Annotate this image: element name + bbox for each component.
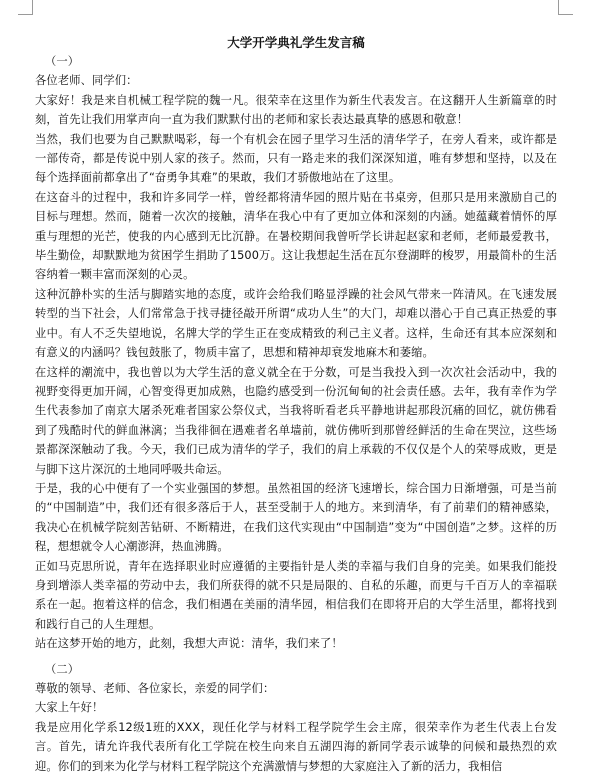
paragraph: 我是应用化学系12级1班的XXX，现任化学与材料工程学院学生会主席，很荣幸作为老生代表上台发言。首先，请允许我代表所有化工学院在校生向来自五湖四海的新同学表示诚挚的问候和最热烈的欢迎。你们的到来为化学与材料工程学院这个充满激情与梦想的大家庭注入了新的活力，我相信 (35, 720, 557, 773)
paragraph: 于是，我的心中便有了一个实业强国的梦想。虽然祖国的经济飞速增长，综合国力日渐增强，可是当前的“中国制造”中，我们还有很多落后于人，甚至受制于人的地方。来到清华，有了前辈们的精神感染，我决心在机械学院刻苦钻研、不断精进，在我们这代实现由“中国制造”变为“中国创造”之梦。这样的历程，想想就令人心潮澎湃，热血沸腾。 (35, 481, 557, 554)
crop-mark-top-left (18, 0, 33, 15)
paragraph: 在这奋斗的过程中，我和许多同学一样，曾经都将清华园的照片贴在书桌旁，但那只是用来激励自己的目标与理想。然而，随着一次次的接触，清华在我心中有了更加立体和深刻的内涵。她蕴藏着情怀的厚重与理想的光芒，使我的内心感到无比沉静。在暑校期间我曾听学长讲起赵家和老师，老师最爱教书，毕生勤俭，却默默地为贫困学生捐助了1500万。这让我想起生活在瓦尔登湖畔的梭罗，用最简朴的生活容纳着一颗丰富而深刻的心灵。 (35, 190, 557, 282)
paragraph: 站在这梦开始的地方，此刻，我想大声说：清华，我们来了！ (35, 637, 343, 651)
crop-mark-top-right (558, 0, 573, 15)
section-heading: （二） (45, 662, 80, 676)
document-body (35, 52, 557, 776)
paragraph: 这种沉静朴实的生活与脚踏实地的态度，或许会给我们略显浮躁的社会风气带来一阵清风。在飞速发展转型的当下社会，人们常常急于找寻捷径敲开所谓“成功人生”的大门，却难以潜心于自己真正热爱的事业中。有人不乏失望地说，名牌大学的学生正在变成精致的利己主义者。这样，生命还有其本应深刻和有意义的内涵吗？钱包鼓胀了，物质丰富了，思想和精神却衰发地麻木和萎缩。 (35, 287, 557, 360)
section-heading: （一） (45, 55, 80, 68)
paragraph: 大家好！我是来自机械工程学院的魏一凡。很荣幸在这里作为新生代表发言。在这翻开人生新篇章的时刻，首先让我们用掌声向一直为我们默默付出的老师和家长表达最真挚的感恩和敬意！ (35, 93, 557, 127)
paragraph: 大家上午好！ (35, 701, 104, 715)
paragraph: 各位老师、同学们： (35, 74, 138, 88)
paragraph: 尊敬的领导、老师、各位家长，亲爱的同学们： (35, 682, 275, 695)
document-title: 大学开学典礼学生发言稿 (227, 35, 365, 50)
paragraph: 在这样的潮流中，我也曾以为大学生活的意义就全在于分数，可是当我投入到一次次社会活动中，我的视野变得更加开阔，心智变得更加成熟，也隐约感受到一份沉甸甸的社会责任感。去年，我有幸作为学生代表参加了南京大屠杀死难者国家公祭仪式，当我将昕看老兵平静地讲起那段沉痛的回忆，就仿佛看到了残酷时代的鲜血淋漓；当我徘徊在遇难者名单墙前，就仿佛听到那曾经鲜活的生命在哭泣，这些场景都深深触动了我。今天，我们已成为清华的学子，我们的肩上承载的不仅仅是个人的荣辱成败，更是与脚下这片深沉的土地同呼吸共命运。 (35, 365, 557, 476)
document-page (35, 33, 557, 776)
paragraph: 正如马克思所说，青年在选择职业时应遵循的主要指针是人类的幸福与我们自身的完美。如果我们能投身到增添人类幸福的劳动中去，我们所获得的就不只是局限的、自私的乐趣，而更与千百万人的幸福联系在一起。抱着这样的信念，我们相遇在美丽的清华园，相信我们在即将开启的大学生活里，都将找到和践行自己的人生理想。 (35, 559, 557, 631)
paragraph: 当然，我们也要为自己默默喝彩，每一个有机会在园子里学习生活的清华学子，在旁人看来，或许都是一部传奇，都是传说中别人家的孩子。然而，只有一路走来的我们深深知道，唯有梦想和坚持，以及在每个选择面前都拿出了“奋勇争其难”的果敢，我们才骄傲地站在了这里。 (35, 132, 557, 185)
